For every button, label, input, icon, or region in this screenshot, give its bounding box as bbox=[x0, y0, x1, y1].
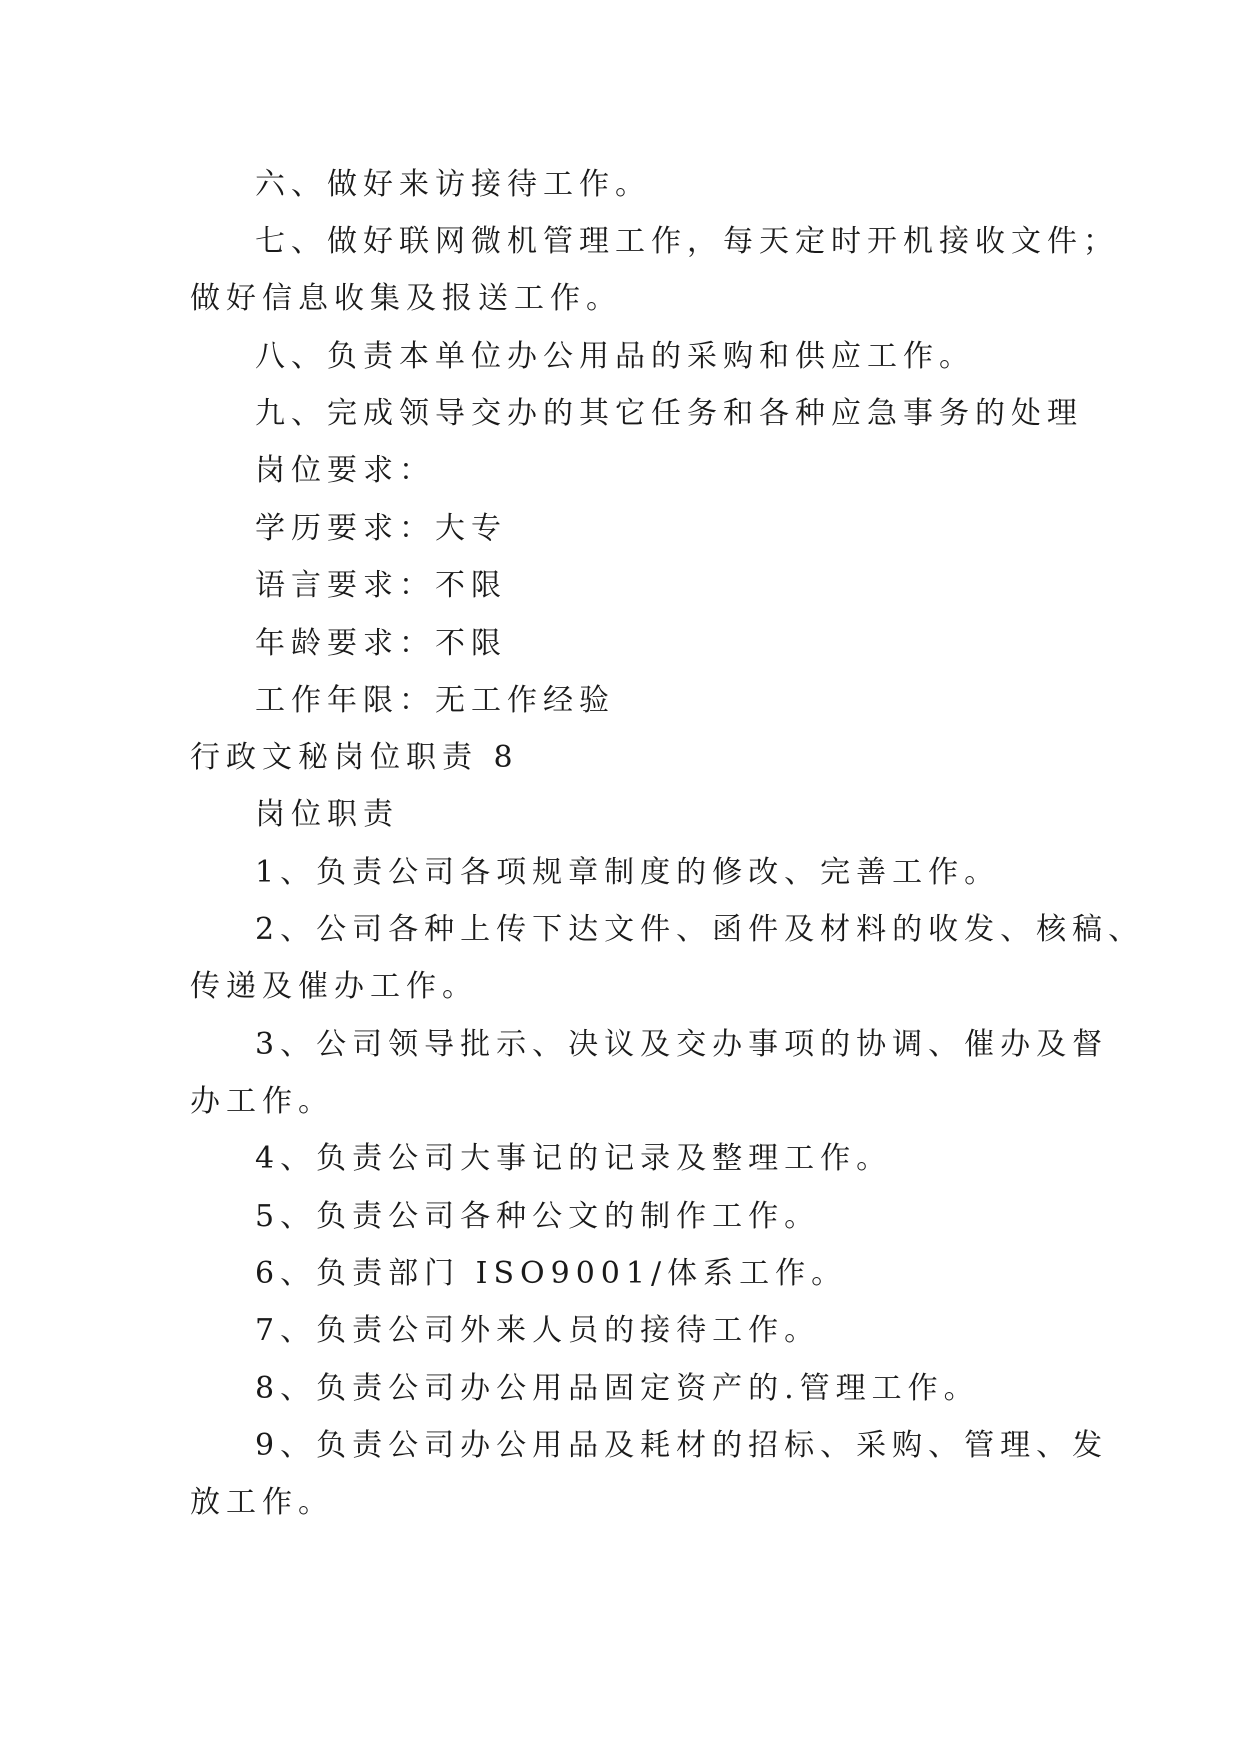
paragraph-line: 七、做好联网微机管理工作，每天定时开机接收文件； bbox=[255, 224, 1119, 259]
paragraph-line: 9、负责公司办公用品及耗材的招标、采购、管理、发 bbox=[255, 1428, 1109, 1463]
paragraph-line: 4、负责公司大事记的记录及整理工作。 bbox=[255, 1141, 893, 1176]
paragraph-line: 1、负责公司各项规章制度的修改、完善工作。 bbox=[255, 855, 1001, 890]
paragraph-line: 年龄要求：不限 bbox=[255, 626, 507, 661]
paragraph-line: 做好信息收集及报送工作。 bbox=[190, 281, 622, 316]
paragraph-line: 7、负责公司外来人员的接待工作。 bbox=[255, 1313, 821, 1348]
paragraph-line: 3、公司领导批示、决议及交办事项的协调、催办及督 bbox=[255, 1027, 1109, 1062]
section-heading: 行政文秘岗位职责 8 bbox=[190, 740, 519, 775]
paragraph-line: 8、负责公司办公用品固定资产的.管理工作。 bbox=[255, 1371, 980, 1406]
paragraph-line: 放工作。 bbox=[190, 1485, 334, 1520]
paragraph-line: 5、负责公司各种公文的制作工作。 bbox=[255, 1199, 821, 1234]
paragraph-line: 6、负责部门 ISO9001/体系工作。 bbox=[255, 1256, 848, 1291]
paragraph-line: 岗位要求： bbox=[255, 453, 435, 488]
paragraph-line: 学历要求：大专 bbox=[255, 511, 507, 546]
paragraph-line: 八、负责本单位办公用品的采购和供应工作。 bbox=[255, 339, 975, 374]
paragraph-line: 办工作。 bbox=[190, 1084, 334, 1119]
paragraph-line: 工作年限：无工作经验 bbox=[255, 683, 615, 718]
paragraph-line: 六、做好来访接待工作。 bbox=[255, 167, 651, 202]
paragraph-line: 岗位职责 bbox=[255, 797, 399, 832]
paragraph-line: 语言要求：不限 bbox=[255, 568, 507, 603]
paragraph-line: 2、公司各种上传下达文件、函件及材料的收发、核稿、 bbox=[255, 912, 1145, 947]
paragraph-line: 九、完成领导交办的其它任务和各种应急事务的处理 bbox=[255, 396, 1083, 431]
paragraph-line: 传递及催办工作。 bbox=[190, 969, 478, 1004]
